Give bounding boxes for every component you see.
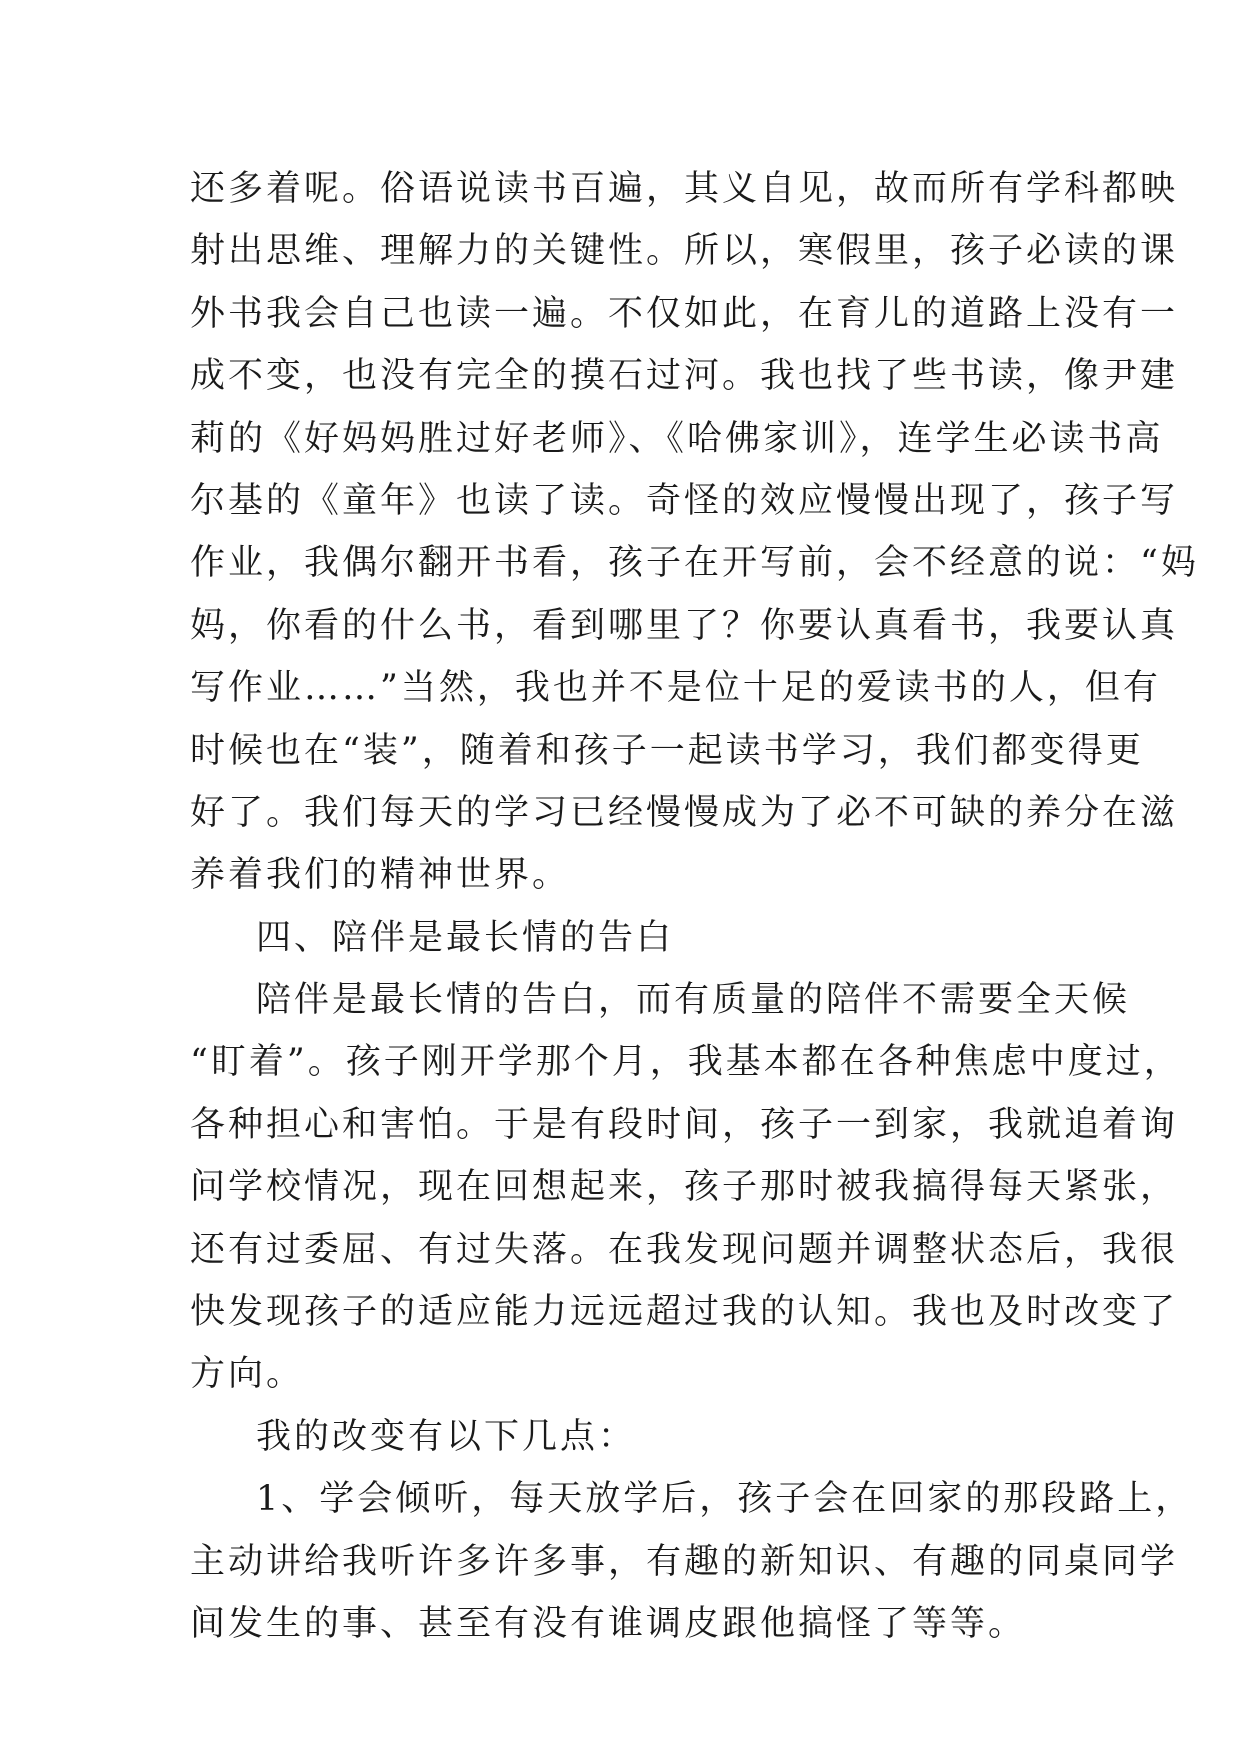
text-line: 作业，我偶尔翻开书看，孩子在开写前，会不经意的说：“妈 [190,543,1199,584]
text-line: 尔基的《童年》也读了读。奇怪的效应慢慢出现了，孩子写 [190,480,1179,521]
text-line: 莉的《好妈妈胜过好老师》、《哈佛家训》，连学生必读书高 [190,418,1164,459]
text-line: 时候也在“装”，随着和孩子一起读书学习，我们都变得更 [190,730,1144,771]
document-body [190,158,1199,1655]
text-line: 还多着呢。俗语说读书百遍，其义自见，故而所有学科都映 [190,169,1179,209]
text-line: 成不变，也没有完全的摸石过河。我也找了些书读，像尹建 [190,356,1179,397]
paragraph-start-line: 陪伴是最长情的告白，而有质量的陪伴不需要全天候 [256,980,1131,1021]
text-line: “盯着”。孩子刚开学那个月，我基本都在各种焦虑中度过， [190,1042,1182,1083]
paragraph-start-line: 我的改变有以下几点： [256,1416,637,1457]
text-line: 主动讲给我听许多许多事，有趣的新知识、有趣的同桌同学 [190,1541,1179,1582]
text-line: 好了。我们每天的学习已经慢慢成为了必不可缺的养分在滋 [190,792,1179,833]
text-line: 养着我们的精神世界。 [190,855,571,896]
section-heading: 四、陪伴是最长情的告白 [256,917,675,958]
list-item-start-line: 1、学会倾听，每天放学后，孩子会在回家的那段路上， [256,1479,1194,1520]
text-line: 各种担心和害怕。于是有段时间，孩子一到家，我就追着询 [190,1104,1179,1145]
text-line: 射出思维、理解力的关键性。所以，寒假里，孩子必读的课 [190,231,1179,272]
text-line: 间发生的事、甚至有没有谁调皮跟他搞怪了等等。 [190,1603,1027,1644]
text-line: 还有过委屈、有过失落。在我发现问题并调整状态后，我很 [190,1229,1179,1270]
text-line: 外书我会自己也读一遍。不仅如此，在育儿的道路上没有一 [190,293,1179,334]
text-line: 问学校情况，现在回想起来，孩子那时被我搞得每天紧张， [190,1167,1179,1208]
text-line: 方向。 [190,1354,305,1395]
text-line: 快发现孩子的适应能力远远超过我的认知。我也及时改变了 [190,1292,1179,1333]
text-line: 妈，你看的什么书，看到哪里了？你要认真看书，我要认真 [190,605,1179,646]
text-line: 写作业……”当然，我也并不是位十足的爱读书的人，但有 [190,668,1161,709]
